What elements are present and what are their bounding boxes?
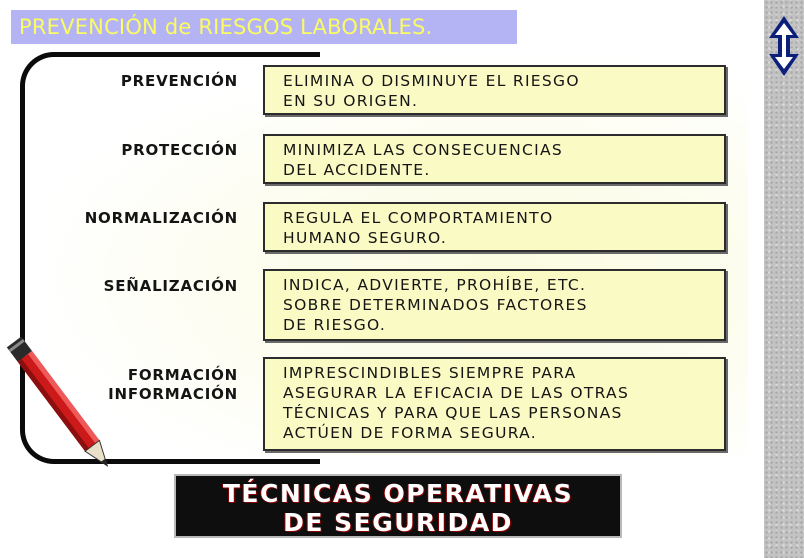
- row-box-senalizacion: [263, 269, 726, 341]
- row-text-line: SOBRE DETERMINADOS FACTORES: [283, 296, 588, 314]
- row-text-line: EN SU ORIGEN.: [283, 92, 419, 110]
- row-text-line: HUMANO SEGURO.: [283, 229, 448, 247]
- row-box-prevencion: [263, 65, 726, 115]
- row-label-senalizacion: SEÑALIZACIÓN: [103, 277, 238, 295]
- caption-line: TÉCNICAS OPERATIVAS: [222, 479, 574, 508]
- row-box-normalizacion: [263, 202, 726, 252]
- row-label-prevencion: PREVENCIÓN: [120, 72, 238, 90]
- row-box-formacion-informacion: [263, 357, 726, 451]
- row-label-line: INFORMACIÓN: [108, 385, 238, 403]
- row-text-line: IMPRESCINDIBLES SIEMPRE PARA: [283, 364, 577, 382]
- row-text-line: INDICA, ADVIERTE, PROHÍBE, ETC.: [283, 276, 587, 294]
- row-text-line: MINIMIZA LAS CONSECUENCIAS: [283, 141, 564, 159]
- row-text-line: REGULA EL COMPORTAMIENTO: [283, 209, 554, 227]
- caption-line: DE SEGURIDAD: [283, 508, 513, 537]
- row-label-proteccion: PROTECCIÓN: [121, 141, 238, 159]
- pencil-icon: [0, 330, 110, 476]
- row-label-normalizacion: NORMALIZACIÓN: [84, 209, 238, 227]
- caption-banner: [174, 474, 622, 538]
- scrollbar[interactable]: [764, 0, 804, 558]
- slide-title: PREVENCIÓN de RIESGOS LABORALES.: [11, 10, 517, 44]
- row-text-line: ASEGURAR LA EFICACIA DE LAS OTRAS: [283, 384, 630, 402]
- row-text-line: DEL ACCIDENTE.: [283, 161, 431, 179]
- row-text-line: DE RIESGO.: [283, 316, 387, 334]
- row-text-line: ELIMINA O DISMINUYE EL RIESGO: [283, 72, 580, 90]
- row-box-proteccion: [263, 134, 726, 184]
- up-down-arrow-icon[interactable]: [764, 14, 804, 78]
- row-label-line: FORMACIÓN: [127, 366, 238, 384]
- row-text-line: TÉCNICAS Y PARA QUE LAS PERSONAS: [283, 404, 623, 422]
- row-text-line: ACTÚEN DE FORMA SEGURA.: [283, 424, 538, 442]
